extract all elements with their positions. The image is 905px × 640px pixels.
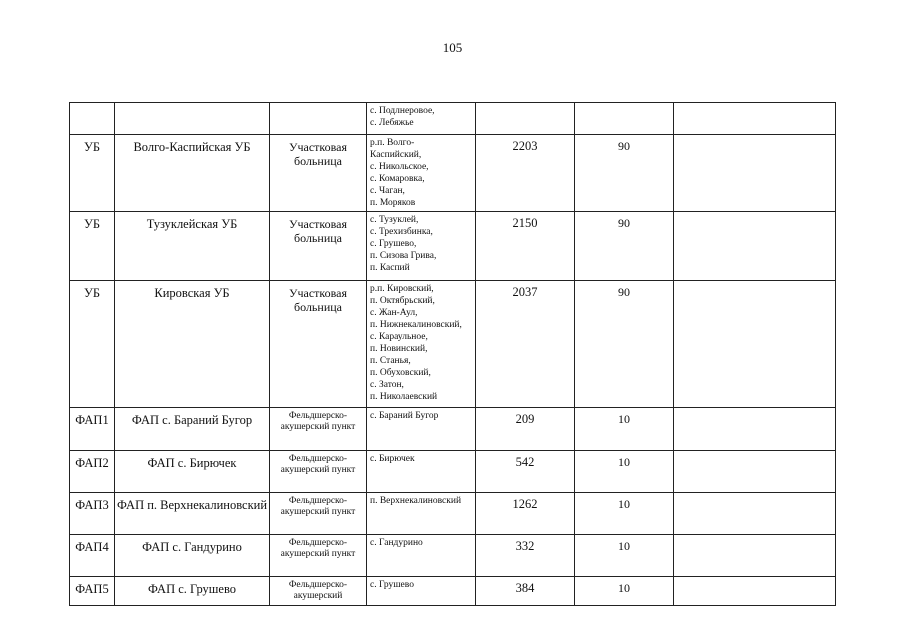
location-item: п. Новинский, — [370, 344, 428, 354]
population-value: 332 — [476, 535, 575, 577]
beds-value: 10 — [575, 535, 674, 577]
served-locations — [367, 212, 476, 281]
population-value — [476, 103, 575, 135]
location-item: р.п. Кировский, — [370, 284, 434, 294]
location-item: с. Жан-Аул, — [370, 308, 418, 318]
location-item: с. Гандурино — [370, 538, 423, 548]
location-item: с. Никольское, — [370, 162, 429, 172]
served-locations — [367, 535, 476, 577]
location-item: р.п. Волго- — [370, 138, 415, 148]
served-locations — [367, 135, 476, 212]
served-locations — [367, 451, 476, 493]
location-item: Каспийский, — [370, 150, 422, 160]
table-row — [70, 135, 836, 212]
facility-name: ФАП с. Бараний Бугор — [115, 408, 270, 451]
beds-value: 10 — [575, 408, 674, 451]
facility-code: ФАП4 — [70, 535, 115, 577]
facility-type: Фельдшерско-акушерский — [270, 577, 367, 606]
served-locations — [367, 103, 476, 135]
notes-cell — [674, 281, 836, 408]
facility-name — [115, 103, 270, 135]
location-item: п. Моряков — [370, 198, 416, 208]
facility-name: ФАП п. Верхнекалиновский — [115, 493, 270, 535]
facility-type: Участковая больница — [270, 212, 367, 281]
facility-code: УБ — [70, 212, 115, 281]
population-value: 2037 — [476, 281, 575, 408]
facility-code: УБ — [70, 281, 115, 408]
beds-value: 90 — [575, 135, 674, 212]
population-value: 542 — [476, 451, 575, 493]
population-value: 384 — [476, 577, 575, 606]
facility-code: ФАП2 — [70, 451, 115, 493]
facility-type: Участковая больница — [270, 281, 367, 408]
beds-value: 90 — [575, 212, 674, 281]
table-row — [70, 493, 836, 535]
population-value: 2150 — [476, 212, 575, 281]
facility-code — [70, 103, 115, 135]
notes-cell — [674, 493, 836, 535]
served-locations — [367, 408, 476, 451]
location-item: с. Бирючек — [370, 454, 415, 464]
location-item: п. Нижнекалиновский, — [370, 320, 462, 330]
facility-type: Фельдшерско-акушерский пункт — [270, 451, 367, 493]
page-number: 105 — [442, 40, 463, 55]
location-item: с. Лебяжье — [370, 118, 414, 128]
table-row — [70, 451, 836, 493]
population-value: 209 — [476, 408, 575, 451]
location-item: с. Комаровка, — [370, 174, 425, 184]
location-item: с. Чаган, — [370, 186, 405, 196]
facility-type: Участковая больница — [270, 135, 367, 212]
location-item: п. Николаевский — [370, 392, 438, 402]
location-item: с. Трехизбинка, — [370, 227, 433, 237]
facility-type: Фельдшерско-акушерский пункт — [270, 493, 367, 535]
notes-cell — [674, 103, 836, 135]
facility-code: ФАП1 — [70, 408, 115, 451]
notes-cell — [674, 577, 836, 606]
table-row — [70, 535, 836, 577]
notes-cell — [674, 451, 836, 493]
served-locations — [367, 493, 476, 535]
location-item: с. Караульное, — [370, 332, 428, 342]
beds-value: 10 — [575, 493, 674, 535]
facility-type: Фельдшерско-акушерский пункт — [270, 408, 367, 451]
location-item: п. Каспий — [370, 263, 410, 273]
notes-cell — [674, 135, 836, 212]
notes-cell — [674, 212, 836, 281]
population-value: 1262 — [476, 493, 575, 535]
facility-type — [270, 103, 367, 135]
facility-name: Кировская УБ — [115, 281, 270, 408]
notes-cell — [674, 408, 836, 451]
location-item: с. Подлнеровое, — [370, 106, 435, 116]
table-row — [70, 281, 836, 408]
location-item: п. Обуховский, — [370, 368, 431, 378]
served-locations — [367, 577, 476, 606]
beds-value — [575, 103, 674, 135]
location-item: с. Бараний Бугор — [370, 411, 439, 421]
beds-value: 10 — [575, 577, 674, 606]
location-item: п. Октябрьский, — [370, 296, 435, 306]
location-item: с. Грушево, — [370, 239, 417, 249]
facility-name: ФАП с. Бирючек — [115, 451, 270, 493]
facilities-table — [69, 102, 836, 606]
location-item: с. Затон, — [370, 380, 404, 390]
location-item: п. Станья, — [370, 356, 411, 366]
table-row — [70, 212, 836, 281]
table-row — [70, 408, 836, 451]
facility-name: Волго-Каспийская УБ — [115, 135, 270, 212]
beds-value: 90 — [575, 281, 674, 408]
served-locations — [367, 281, 476, 408]
table-row — [70, 577, 836, 606]
facility-code: ФАП3 — [70, 493, 115, 535]
beds-value: 10 — [575, 451, 674, 493]
facility-name: Тузуклейская УБ — [115, 212, 270, 281]
table-row — [70, 103, 836, 135]
location-item: с. Тузуклей, — [370, 215, 419, 225]
facility-name: ФАП с. Гандурино — [115, 535, 270, 577]
table-body — [70, 103, 836, 606]
facility-type: Фельдшерско-акушерский пункт — [270, 535, 367, 577]
facility-code: ФАП5 — [70, 577, 115, 606]
population-value: 2203 — [476, 135, 575, 212]
location-item: п. Верхнекалиновский — [370, 496, 462, 506]
facility-code: УБ — [70, 135, 115, 212]
facility-name: ФАП с. Грушево — [115, 577, 270, 606]
notes-cell — [674, 535, 836, 577]
location-item: с. Грушево — [370, 580, 414, 590]
location-item: п. Сизова Грива, — [370, 251, 437, 261]
